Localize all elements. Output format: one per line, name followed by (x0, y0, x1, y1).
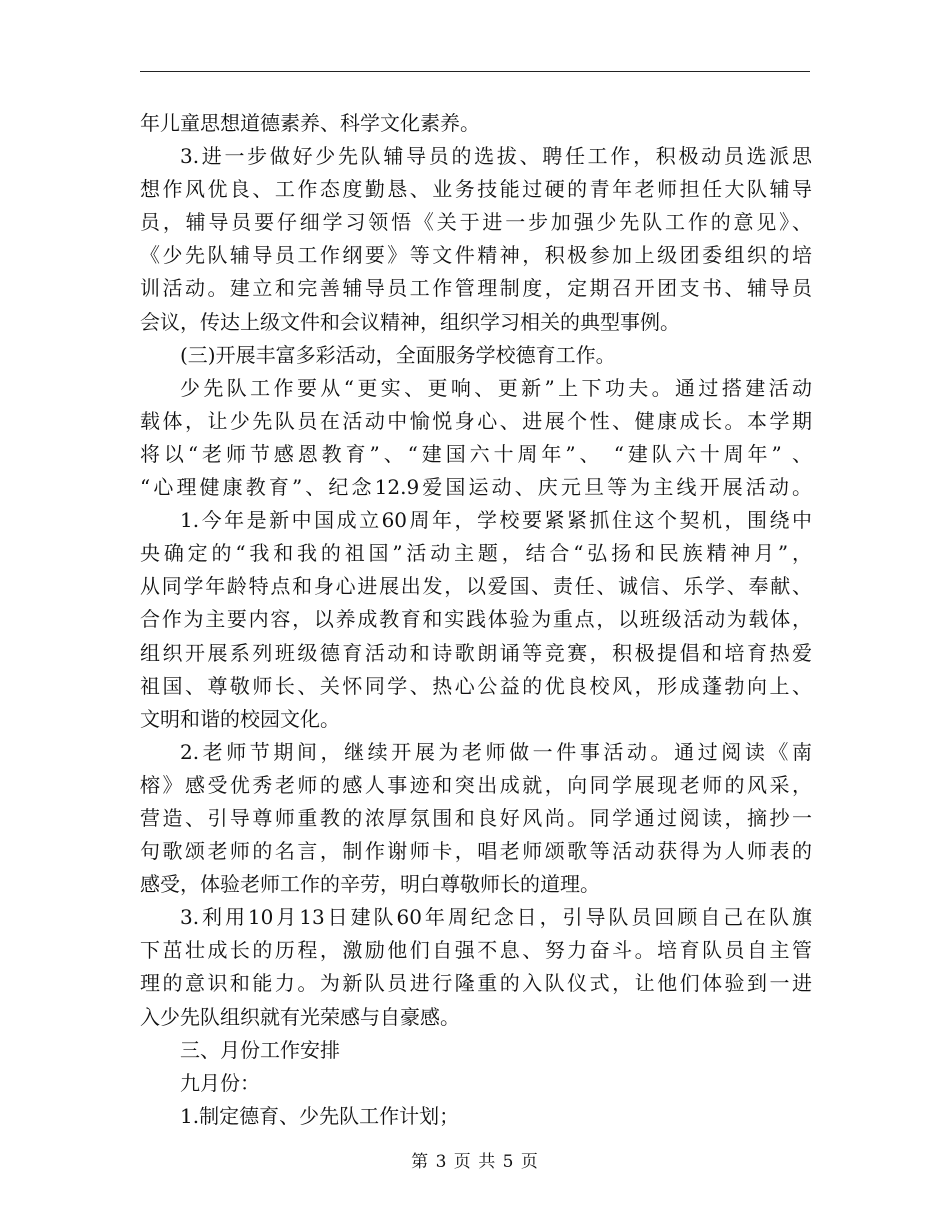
text-line: 组织开展系列班级德育活动和诗歌朗诵等竞赛，积极提倡和培育热爱 (140, 640, 812, 665)
month-heading: 九月份： (180, 1070, 260, 1095)
text-line: 少先队工作要从“更实、更响、更新”上下功夫。通过搭建活动 (180, 375, 812, 400)
text-line: 榕》感受优秀老师的感人事迹和突出成就，向同学展现老师的风采， (140, 772, 812, 797)
text-line: 理的意识和能力。为新队员进行隆重的入队仪式，让他们体验到一进 (140, 971, 812, 996)
text-line: 感受，体验老师工作的辛劳，明白尊敬师长的道理。 (140, 872, 600, 897)
text-line: 从同学年龄特点和身心进展出发，以爱国、责任、诚信、乐学、奉献、 (140, 574, 812, 599)
text-line: “心理健康教育”、纪念12.9爱国运动、庆元旦等为主线开展活动。 (140, 475, 812, 500)
text-line: 央确定的“我和我的祖国”活动主题，结合“弘扬和民族精神月”， (140, 541, 812, 566)
page-number: 第 3 页 共 5 页 (411, 1152, 539, 1172)
text-line: 训活动。建立和完善辅导员工作管理制度，定期召开团支书、辅导员 (140, 276, 812, 301)
text-line: 下茁壮成长的历程，激励他们自强不息、努力奋斗。培育队员自主管 (140, 938, 812, 963)
text-line: 会议，传达上级文件和会议精神，组织学习相关的典型事例。 (140, 309, 680, 334)
body-text (140, 107, 812, 1133)
text-line: 想作风优良、工作态度勤恳、业务技能过硬的青年老师担任大队辅导 (140, 177, 812, 202)
text-line: 营造、引导尊师重教的浓厚氛围和良好风尚。同学通过阅读，摘抄一 (140, 805, 812, 830)
text-line: 句歌颂老师的名言，制作谢师卡，唱老师颂歌等活动获得为人师表的 (140, 839, 812, 864)
text-line: 合作为主要内容，以养成教育和实践体验为重点，以班级活动为载体， (140, 607, 812, 632)
text-line: 祖国、尊敬师长、关怀同学、热心公益的优良校风，形成蓬勃向上、 (140, 673, 812, 698)
text-line: 载体，让少先队员在活动中愉悦身心、进展个性、健康成长。本学期 (140, 408, 812, 433)
text-line: 2.老师节期间，继续开展为老师做一件事活动。通过阅读《南 (180, 739, 812, 764)
text-line: 1.今年是新中国成立60周年，学校要紧紧抓住这个契机，围绕中 (180, 508, 812, 533)
section-heading: 三、月份工作安排 (180, 1037, 340, 1062)
text-line: 员，辅导员要仔细学习领悟《关于进一步加强少先队工作的意见》、 (140, 210, 812, 235)
text-line: 文明和谐的校园文化。 (140, 706, 340, 731)
text-line: 将以“老师节感恩教育”、“建国六十周年”、 “建队六十周年” 、 (140, 441, 812, 466)
text-line: 3.利用10月13日建队60年周纪念日，引导队员回顾自己在队旗 (180, 905, 812, 930)
header-rule (140, 71, 810, 72)
text-line: 入少先队组织就有光荣感与自豪感。 (140, 1004, 460, 1029)
text-line: 《少先队辅导员工作纲要》等文件精神，积极参加上级团委组织的培 (140, 243, 812, 268)
section-heading: (三)开展丰富多彩活动，全面服务学校德育工作。 (180, 342, 616, 367)
text-line: 年儿童思想道德素养、科学文化素养。 (140, 111, 480, 135)
text-line: 1.制定德育、少先队工作计划； (180, 1103, 460, 1128)
text-line: 3.进一步做好少先队辅导员的选拔、聘任工作，积极动员选派思 (180, 144, 812, 169)
